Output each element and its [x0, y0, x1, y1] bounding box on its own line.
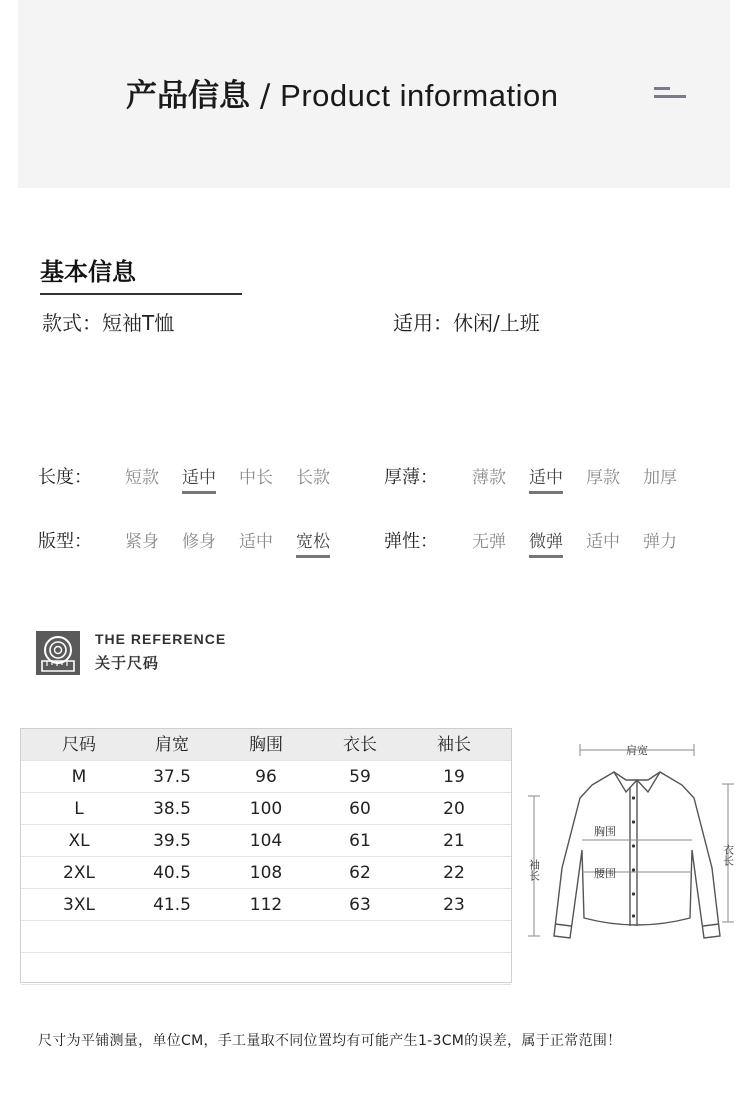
attribute-option: 无弹	[472, 532, 506, 552]
header-banner	[18, 0, 730, 188]
table-cell: 22	[443, 863, 465, 883]
title-cn: 产品信息	[126, 78, 250, 114]
table-cell: M	[71, 767, 87, 787]
attribute-label: 弹性：	[384, 531, 438, 552]
chest-label: 胸围	[594, 825, 616, 838]
usage-field	[393, 307, 540, 336]
attribute-option-selected: 宽松	[296, 527, 330, 558]
usage-value: 休闲/上班	[453, 311, 540, 335]
attribute-option: 弹力	[643, 532, 677, 552]
attribute-option: 加厚	[643, 468, 677, 488]
table-row	[21, 889, 511, 921]
sleeve-label: 袖长	[527, 859, 541, 881]
table-cell	[407, 953, 501, 984]
table-cell: 38.5	[153, 799, 191, 819]
table-cell: 21	[443, 831, 465, 851]
table-cell	[125, 921, 219, 952]
table-cell: 3XL	[63, 895, 95, 915]
usage-label: 适用：	[393, 311, 453, 335]
attribute-option: 中长	[239, 468, 273, 488]
length-label: 衣长	[721, 844, 735, 866]
table-header-cell: 衣长	[343, 735, 377, 755]
measuring-tape-icon	[36, 631, 80, 675]
attribute-option: 短款	[125, 468, 159, 488]
table-cell: 59	[349, 767, 371, 787]
style-field	[42, 307, 174, 336]
measurement-note: 尺寸为平铺测量，单位CM，手工量取不同位置均有可能产生1-3CM的误差，属于正常范围！	[38, 1033, 622, 1049]
table-cell	[32, 953, 126, 984]
shirt-measurement-diagram	[522, 740, 740, 960]
table-cell	[32, 921, 126, 952]
waist-label: 腰围	[594, 867, 616, 880]
table-cell: 108	[249, 863, 283, 883]
table-cell: 19	[443, 767, 465, 787]
title-en: Product information	[280, 78, 559, 113]
table-cell: 20	[443, 799, 465, 819]
style-value: 短袖T恤	[102, 311, 175, 335]
basic-info-title: 基本信息	[40, 258, 136, 286]
table-cell: 61	[349, 831, 371, 851]
reference-title-en: THE REFERENCE	[95, 631, 227, 647]
table-row	[21, 825, 511, 857]
attribute-label: 长度：	[38, 467, 92, 488]
table-cell: 60	[349, 799, 371, 819]
table-cell	[407, 921, 501, 952]
double-dash-icon	[654, 87, 686, 101]
attribute-option: 长款	[296, 468, 330, 488]
table-header-cell: 袖长	[437, 735, 471, 755]
attribute-label: 厚薄：	[384, 467, 438, 488]
attribute-option: 修身	[182, 532, 216, 552]
table-cell: 104	[249, 831, 283, 851]
attribute-option: 厚款	[586, 468, 620, 488]
attribute-option: 紧身	[125, 532, 159, 552]
table-cell: 100	[249, 799, 283, 819]
page-title	[126, 70, 558, 115]
shoulder-label: 肩宽	[626, 744, 648, 757]
table-header-cell: 尺码	[62, 735, 96, 755]
attribute-label: 版型：	[38, 531, 92, 552]
style-label: 款式：	[42, 311, 102, 335]
table-row	[21, 953, 511, 985]
table-header-cell: 肩宽	[155, 735, 189, 755]
table-cell	[219, 953, 313, 984]
attribute-option: 薄款	[472, 468, 506, 488]
table-cell	[313, 953, 407, 984]
title-separator: /	[259, 78, 271, 114]
table-cell	[125, 953, 219, 984]
attribute-option-selected: 适中	[529, 463, 563, 494]
table-cell: 40.5	[153, 863, 191, 883]
table-cell	[313, 921, 407, 952]
table-cell: 63	[349, 895, 371, 915]
table-cell: 39.5	[153, 831, 191, 851]
table-cell: L	[74, 799, 84, 819]
table-cell: 62	[349, 863, 371, 883]
table-header-row	[21, 729, 511, 761]
table-row	[21, 761, 511, 793]
table-cell	[219, 921, 313, 952]
table-cell: 112	[249, 895, 283, 915]
table-cell: 37.5	[153, 767, 191, 787]
table-cell: 41.5	[153, 895, 191, 915]
attribute-option-selected: 微弹	[529, 527, 563, 558]
size-table	[20, 728, 512, 983]
attribute-option: 适中	[239, 532, 273, 552]
attribute-option: 适中	[586, 532, 620, 552]
table-cell: 2XL	[63, 863, 95, 883]
table-row	[21, 857, 511, 889]
table-cell: 96	[255, 767, 277, 787]
reference-title-cn: 关于尺码	[95, 654, 160, 672]
table-cell: XL	[68, 831, 90, 851]
table-cell: 23	[443, 895, 465, 915]
table-row	[21, 793, 511, 825]
title-underline	[40, 293, 242, 295]
table-header-cell: 胸围	[249, 735, 283, 755]
attribute-option-selected: 适中	[182, 463, 216, 494]
table-row	[21, 921, 511, 953]
